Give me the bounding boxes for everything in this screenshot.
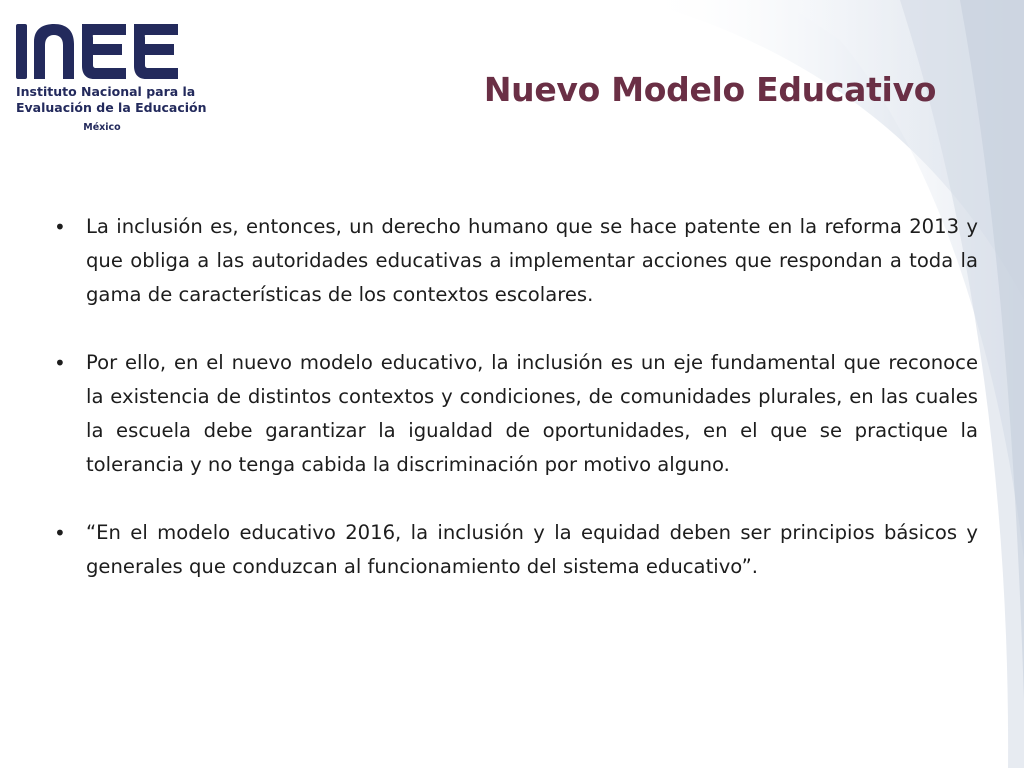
bullet-text: La inclusión es, entonces, un derecho humano que se hace patente en la reforma 2013 y que obliga a las autoridades educativas a implementar acciones que respondan a toda la gama de características de los contextos escolares. <box>86 215 978 306</box>
logo-institute-line-2: Evaluación de la Educación <box>16 100 207 115</box>
bullet-item <box>52 346 978 482</box>
bullet-dot-icon: • <box>54 351 66 375</box>
bullet-dot-icon: • <box>54 521 66 545</box>
logo-institute-line-1: Instituto Nacional para la <box>16 84 196 99</box>
logo-country: México <box>83 122 121 133</box>
bullet-dot-icon: • <box>54 215 66 239</box>
bullet-list <box>52 210 978 618</box>
bullet-item <box>52 516 978 584</box>
inee-logo-mark <box>14 20 192 82</box>
bullet-item <box>52 210 978 312</box>
bullet-text: “En el modelo educativo 2016, la inclusión y la equidad deben ser principios básicos y generales que conduzcan al funcionamiento del sistema educativo”. <box>86 521 978 578</box>
inee-logo <box>14 20 214 140</box>
bullet-text: Por ello, en el nuevo modelo educativo, la inclusión es un eje fundamental que reconoce la existencia de distintos contextos y condiciones, de comunidades plurales, en las cuales la escuela debe garantizar la igualdad de oportunidades, en el que se practique la tolerancia y no tenga cabida la discriminación por motivo alguno. <box>86 351 978 476</box>
slide-title: Nuevo Modelo Educativo <box>483 70 937 109</box>
